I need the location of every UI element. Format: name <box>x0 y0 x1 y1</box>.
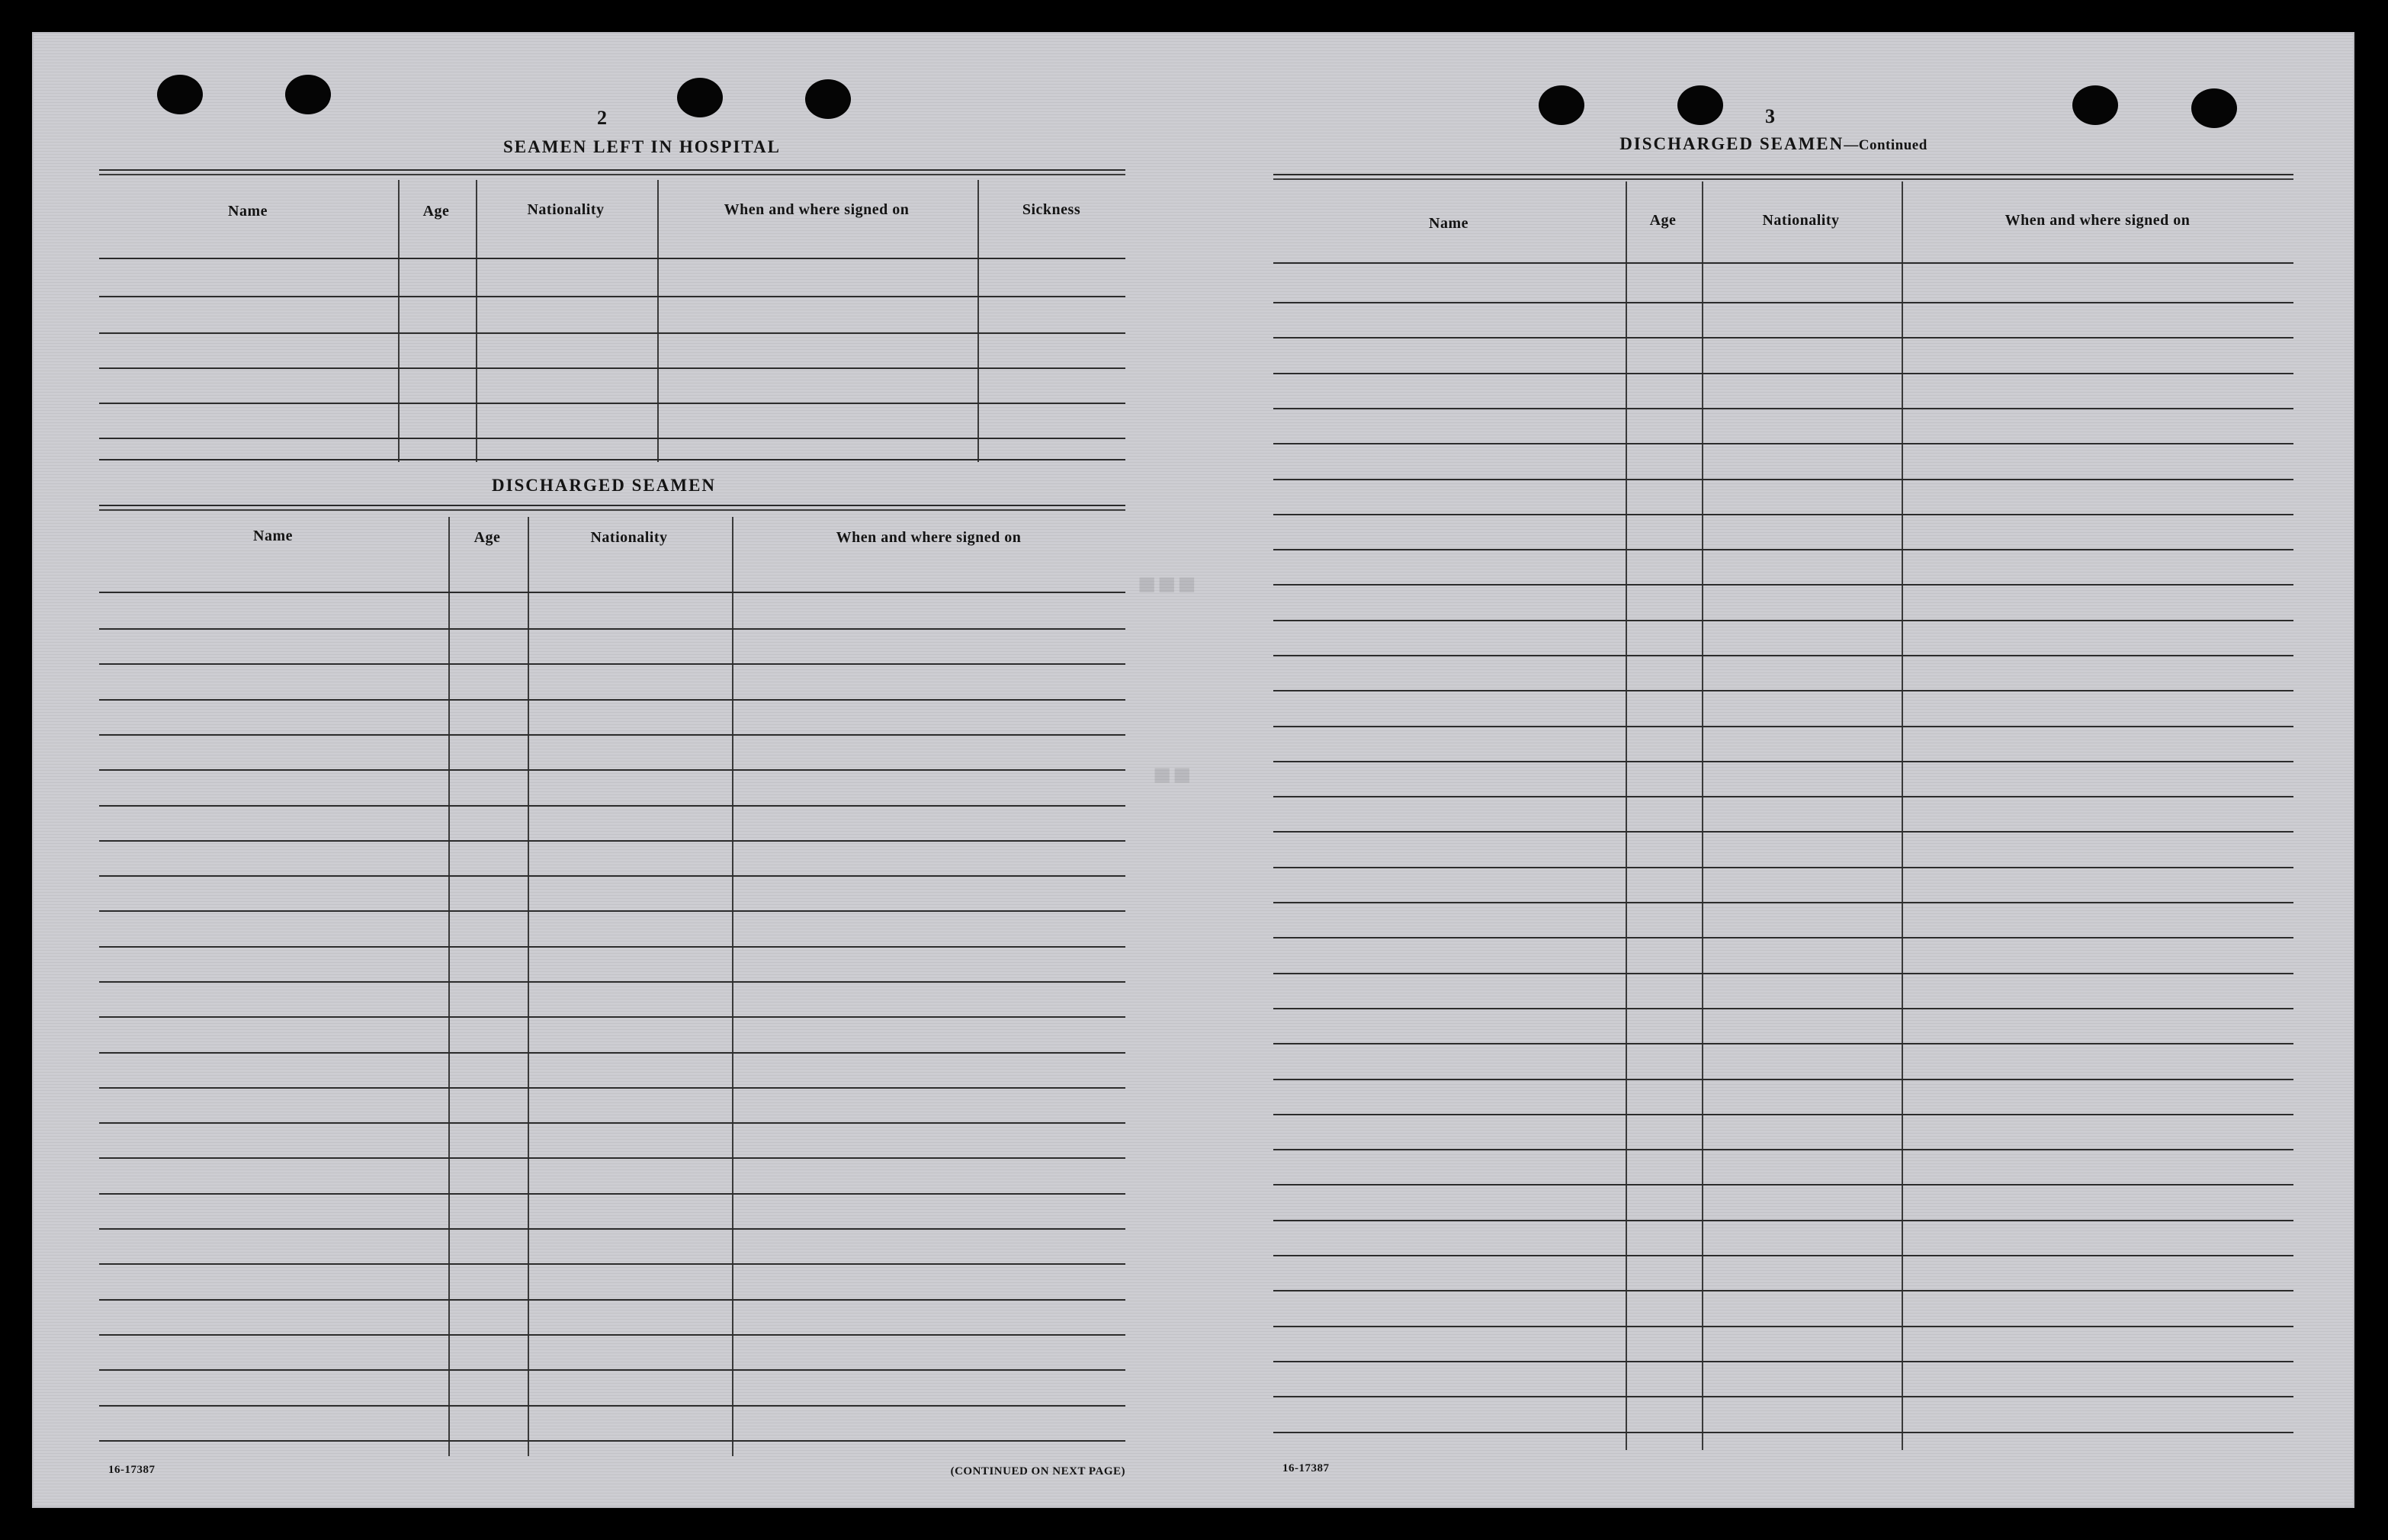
table-row <box>1273 373 2293 374</box>
table-row <box>1273 514 2293 515</box>
table-row <box>99 699 1125 701</box>
table-row <box>99 296 1125 297</box>
manifest-form-sheet <box>32 32 2354 1508</box>
col-header-when-where-signed-on: When and where signed on <box>2004 212 2191 229</box>
table-row <box>1273 1220 2293 1221</box>
table-row <box>99 1440 1125 1442</box>
hospital-table-bottom-rule <box>99 459 1125 460</box>
table-row <box>99 1228 1125 1230</box>
right-discharged-title <box>1507 134 2040 154</box>
right-form-number: 16-17387 <box>1282 1462 1330 1474</box>
table-row <box>1273 831 2293 833</box>
table-row <box>99 1193 1125 1195</box>
table-row <box>99 1052 1125 1054</box>
column-divider <box>1702 181 1703 1450</box>
table-row <box>1273 408 2293 409</box>
punch-hole <box>1539 85 1584 125</box>
table-row <box>99 1334 1125 1336</box>
right-title-continued: —Continued <box>1844 137 1927 153</box>
table-row <box>99 1122 1125 1124</box>
col-header-age: Age <box>422 203 450 220</box>
column-divider <box>448 517 450 1456</box>
table-row <box>1273 1114 2293 1115</box>
col-header-nationality: Nationality <box>527 201 605 218</box>
right-page-number: 3 <box>1765 105 1776 127</box>
col-header-age: Age <box>473 529 501 546</box>
table-row <box>99 1299 1125 1301</box>
table-row <box>1273 1043 2293 1044</box>
punch-hole <box>677 78 723 117</box>
table-row <box>99 981 1125 983</box>
faint-stamp-mark: ■■ <box>1153 757 1193 791</box>
table-row <box>99 367 1125 369</box>
table-row <box>1273 1290 2293 1291</box>
table-row <box>1273 973 2293 974</box>
discharged-section-title: DISCHARGED SEAMEN <box>491 476 717 495</box>
table-row <box>99 332 1125 334</box>
punch-hole <box>1677 85 1723 125</box>
punch-hole <box>805 79 851 119</box>
table-row <box>1273 726 2293 727</box>
table-row <box>1273 549 2293 550</box>
table-row <box>1273 443 2293 444</box>
discharged-title-rule <box>99 505 1125 506</box>
table-row <box>99 663 1125 665</box>
table-row <box>1273 867 2293 868</box>
hospital-title-rule <box>99 169 1125 171</box>
right-title-rule <box>1273 174 2293 175</box>
discharged-table-left <box>99 517 1125 1456</box>
col-header-when-where-signed-on: When and where signed on <box>836 529 1022 546</box>
table-row <box>1273 337 2293 338</box>
table-row <box>99 628 1125 630</box>
table-row <box>1273 690 2293 691</box>
table-row <box>99 1405 1125 1407</box>
table-row <box>99 1157 1125 1159</box>
col-header-name: Name <box>253 528 293 544</box>
table-row <box>1273 761 2293 762</box>
punch-hole <box>2072 85 2118 125</box>
column-divider <box>1626 181 1627 1450</box>
table-row <box>99 910 1125 912</box>
column-divider <box>476 180 477 462</box>
table-row <box>1273 479 2293 480</box>
table-row <box>1273 1008 2293 1009</box>
table-row <box>1273 796 2293 797</box>
punch-hole <box>2191 88 2237 128</box>
table-row <box>1273 902 2293 903</box>
header-bottom-rule <box>99 258 1125 259</box>
table-row <box>99 946 1125 948</box>
col-header-age: Age <box>1649 212 1677 229</box>
faint-stamp-mark: ■■■ <box>1138 566 1198 601</box>
table-row <box>1273 302 2293 303</box>
column-divider <box>977 180 979 462</box>
col-header-name: Name <box>228 203 268 220</box>
header-bottom-rule <box>99 592 1125 593</box>
col-header-sickness: Sickness <box>1022 201 1081 218</box>
left-form-number: 16-17387 <box>108 1464 156 1476</box>
table-row <box>99 805 1125 807</box>
col-header-nationality: Nationality <box>1762 212 1840 229</box>
column-divider <box>657 180 659 462</box>
table-row <box>1273 1361 2293 1362</box>
table-row <box>1273 1255 2293 1256</box>
table-row <box>99 769 1125 771</box>
table-row <box>99 734 1125 736</box>
punch-hole <box>285 75 331 114</box>
table-row <box>99 1087 1125 1089</box>
left-page-number: 2 <box>597 107 608 129</box>
col-header-name: Name <box>1429 215 1468 232</box>
table-row <box>99 840 1125 842</box>
continued-note: (CONTINUED ON NEXT PAGE) <box>950 1465 1125 1477</box>
table-row <box>99 403 1125 404</box>
hospital-table <box>99 180 1125 462</box>
right-title-main: DISCHARGED SEAMEN <box>1619 134 1844 153</box>
table-row <box>1273 1396 2293 1397</box>
table-row <box>1273 620 2293 621</box>
col-header-when-where-signed-on: When and where signed on <box>724 201 910 218</box>
table-row <box>99 1016 1125 1018</box>
table-row <box>1273 1149 2293 1150</box>
col-header-nationality: Nationality <box>590 529 668 546</box>
hospital-section-title: SEAMEN LEFT IN HOSPITAL <box>502 137 782 156</box>
table-row <box>1273 1079 2293 1080</box>
header-bottom-rule <box>1273 262 2293 264</box>
column-divider <box>398 180 400 462</box>
table-row <box>1273 937 2293 938</box>
table-row <box>99 875 1125 877</box>
table-row <box>1273 1326 2293 1327</box>
table-row <box>99 1369 1125 1371</box>
table-row <box>99 438 1125 439</box>
table-row <box>99 1263 1125 1265</box>
table-row <box>1273 1432 2293 1433</box>
table-row <box>1273 1184 2293 1185</box>
table-row <box>1273 584 2293 586</box>
column-divider <box>732 517 733 1456</box>
column-divider <box>528 517 529 1456</box>
table-row <box>1273 655 2293 656</box>
punch-hole <box>157 75 203 114</box>
discharged-table-right <box>1273 181 2293 1450</box>
column-divider <box>1902 181 1903 1450</box>
